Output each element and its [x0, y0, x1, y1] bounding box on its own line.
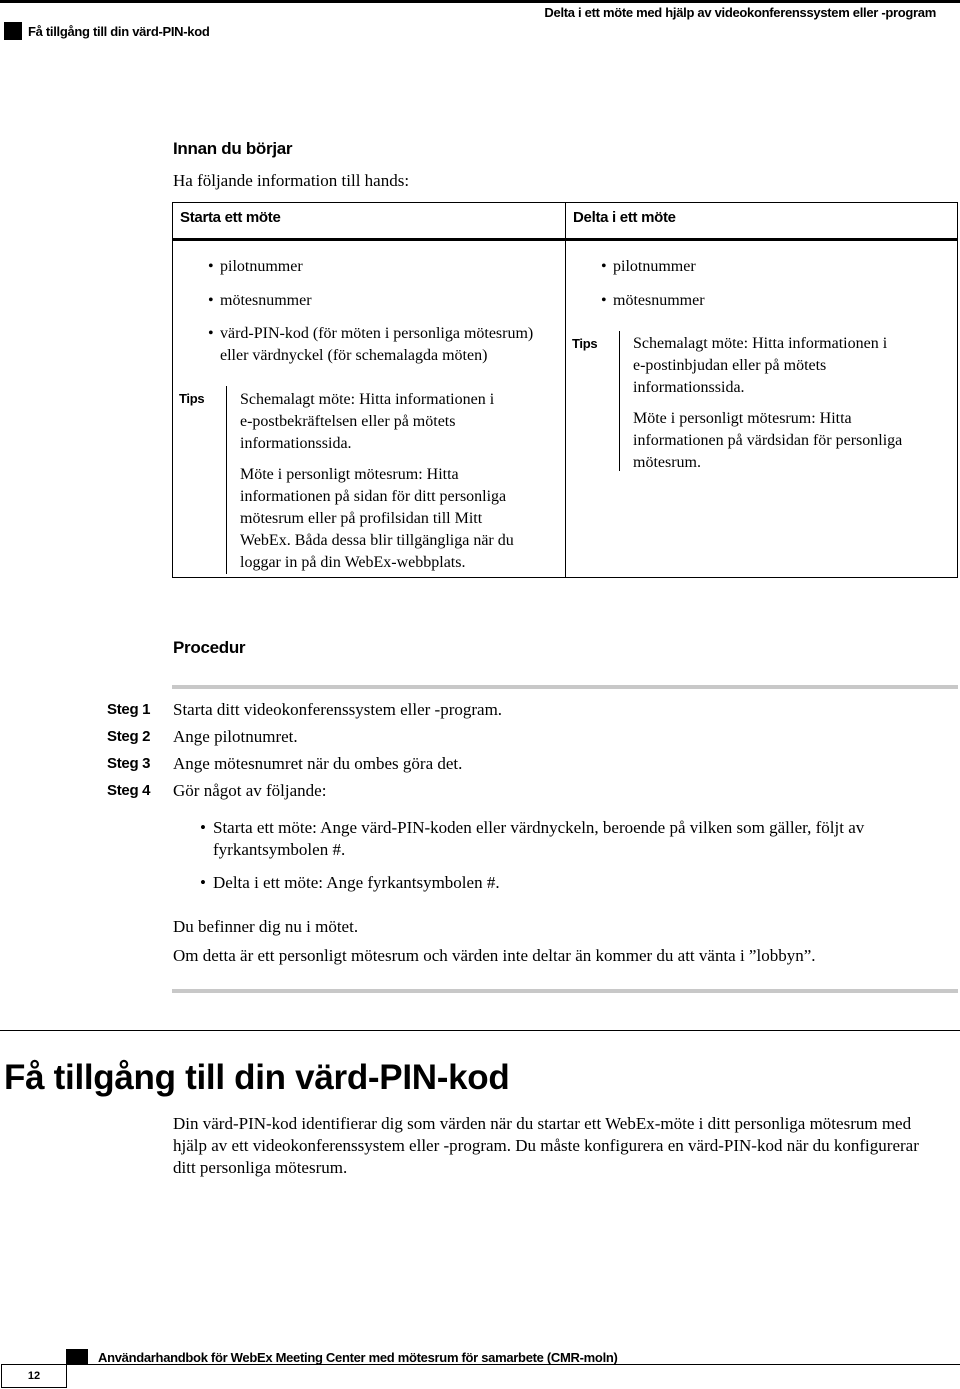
tip-rule	[619, 331, 620, 471]
before-intro: Ha följande information till hands:	[173, 171, 410, 190]
table-header-start: Starta ett möte	[180, 209, 281, 226]
page-number: 12	[1, 1364, 67, 1388]
tip-label: Tips	[572, 336, 598, 351]
section-rule	[0, 1030, 960, 1031]
footer-marker	[66, 1349, 88, 1365]
table-divider	[565, 202, 566, 578]
table-header-rule	[172, 238, 958, 241]
procedure-heading: Procedur	[173, 638, 246, 657]
tip-rule	[226, 386, 227, 574]
header-section-title: Få tillgång till din värd-PIN-kod	[28, 24, 210, 39]
tip-text: Schemalagt möte: Hitta informationen i e-postinbjudan eller på mötets informationssida. Möte i personligt mötesrum: Hitta informationen på värdsidan för personliga mötesrum.	[633, 335, 903, 471]
list-item: • pilotnummer	[601, 258, 696, 275]
header-bar	[0, 0, 960, 3]
before-heading: Innan du börjar	[173, 139, 293, 158]
step-text: Starta ditt videokonferenssystem eller -program.	[173, 700, 503, 719]
step-label: Steg 3	[107, 755, 151, 772]
procedure-end-rule	[172, 989, 958, 993]
list-item: • Delta i ett möte: Ange fyrkantsymbolen #.	[200, 873, 500, 892]
result-text: Du befinner dig nu i mötet.	[173, 917, 359, 936]
tip-text: Schemalagt möte: Hitta informationen i e-postbekräftelsen eller på mötets informationssida. Möte i personligt mötesrum: Hitta informationen på sidan för ditt personliga mötesrum eller på profilsidan till Mitt WebEx. Båda dessa blir tillgängliga när du loggar in på din WebEx-webbplats.	[240, 391, 514, 571]
step-label: Steg 1	[107, 701, 151, 718]
step-text: Gör något av följande:	[173, 781, 327, 800]
section-body: Din värd-PIN-kod identifierar dig som värden när du startar ett WebEx-möte i ditt personliga mötesrum med hjälp av ett videokonferenssystem eller -program. Du måste konfigurera en värd-PIN-kod när du konfigurerar ditt personliga mötesrum.	[173, 1114, 919, 1177]
step-text: Ange pilotnumret.	[173, 727, 298, 746]
list-item: • värd-PIN-kod (för möten i personliga mötesrum) eller värdnyckel (för schemalagda möten)	[208, 325, 534, 364]
list-item: • Starta ett möte: Ange värd-PIN-koden eller värdnyckeln, beroende på vilken som gäller, följt av fyrkantsymbolen #.	[200, 818, 865, 859]
tip-label: Tips	[179, 391, 205, 406]
result-text: Om detta är ett personligt mötesrum och värden inte deltar än kommer du att vänta i ”lobbyn”.	[173, 946, 816, 965]
table-header-join: Delta i ett möte	[573, 209, 676, 226]
step-label: Steg 4	[107, 782, 151, 799]
header-chapter-title: Delta i ett möte med hjälp av videokonferenssystem eller -program	[544, 5, 936, 20]
list-item: • mötesnummer	[601, 292, 705, 309]
header-marker	[4, 22, 22, 40]
step-label: Steg 2	[107, 728, 151, 745]
procedure-rule	[172, 685, 958, 689]
list-item: • mötesnummer	[208, 292, 312, 309]
footer-book-title: Användarhandbok för WebEx Meeting Center med mötesrum för samarbete (CMR-moln)	[98, 1350, 618, 1365]
section-title: Få tillgång till din värd-PIN-kod	[4, 1058, 510, 1097]
step-text: Ange mötesnumret när du ombes göra det.	[173, 754, 463, 773]
list-item: • pilotnummer	[208, 258, 303, 275]
